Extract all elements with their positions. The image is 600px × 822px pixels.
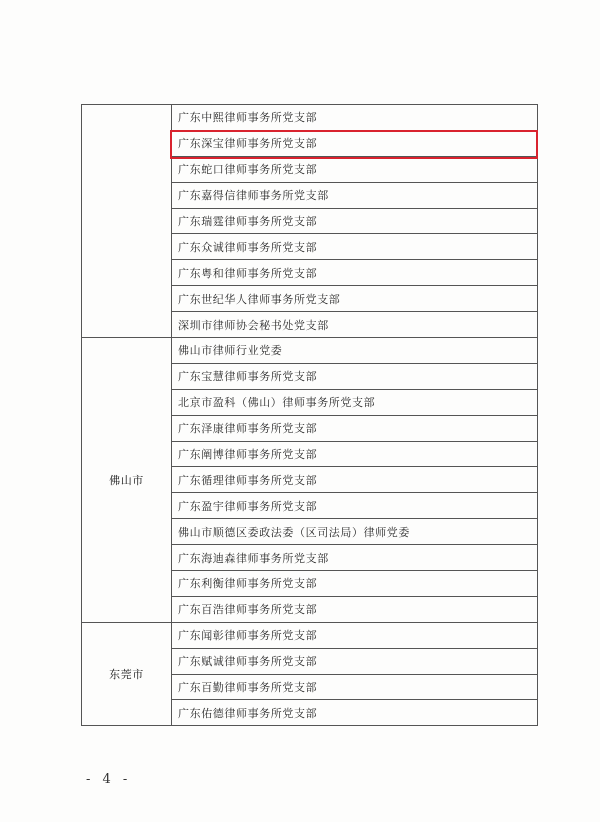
org-name-cell: 广东众诚律师事务所党支部 — [172, 234, 538, 260]
org-name-cell: 广东粤和律师事务所党支部 — [172, 260, 538, 286]
table-row — [82, 338, 538, 364]
table-row — [82, 105, 538, 131]
org-name-cell: 广东盈宇律师事务所党支部 — [172, 493, 538, 519]
org-name-cell: 广东百勤律师事务所党支部 — [172, 674, 538, 700]
org-name-cell: 佛山市律师行业党委 — [172, 338, 538, 364]
table-row — [82, 622, 538, 648]
org-name-cell: 广东嘉得信律师事务所党支部 — [172, 182, 538, 208]
org-name-cell: 佛山市顺德区委政法委（区司法局）律师党委 — [172, 519, 538, 545]
org-name-cell: 广东宝慧律师事务所党支部 — [172, 363, 538, 389]
org-name-cell: 广东泽康律师事务所党支部 — [172, 415, 538, 441]
org-name-cell: 广东利衡律师事务所党支部 — [172, 571, 538, 597]
page-number: - 4 - — [86, 772, 132, 787]
org-name-cell: 深圳市律师协会秘书处党支部 — [172, 312, 538, 338]
org-name-cell: 广东中熙律师事务所党支部 — [172, 105, 538, 131]
org-name-cell: 广东赋诚律师事务所党支部 — [172, 648, 538, 674]
org-name-cell: 北京市盈科（佛山）律师事务所党支部 — [172, 389, 538, 415]
city-cell — [82, 105, 172, 338]
org-name-cell: 广东闻彰律师事务所党支部 — [172, 622, 538, 648]
city-cell: 东莞市 — [82, 622, 172, 726]
party-branch-table — [81, 104, 538, 726]
org-name-cell: 广东循理律师事务所党支部 — [172, 467, 538, 493]
org-name-cell: 广东百浩律师事务所党支部 — [172, 596, 538, 622]
org-name-cell: 广东蛇口律师事务所党支部 — [172, 156, 538, 182]
org-name-cell: 广东深宝律师事务所党支部 — [172, 130, 538, 156]
org-name-cell: 广东海迪森律师事务所党支部 — [172, 545, 538, 571]
city-cell: 佛山市 — [82, 338, 172, 623]
org-name-cell: 广东佑德律师事务所党支部 — [172, 700, 538, 726]
org-name-cell: 广东瑞霆律师事务所党支部 — [172, 208, 538, 234]
org-name-cell: 广东世纪华人律师事务所党支部 — [172, 286, 538, 312]
org-name-cell: 广东阐博律师事务所党支部 — [172, 441, 538, 467]
